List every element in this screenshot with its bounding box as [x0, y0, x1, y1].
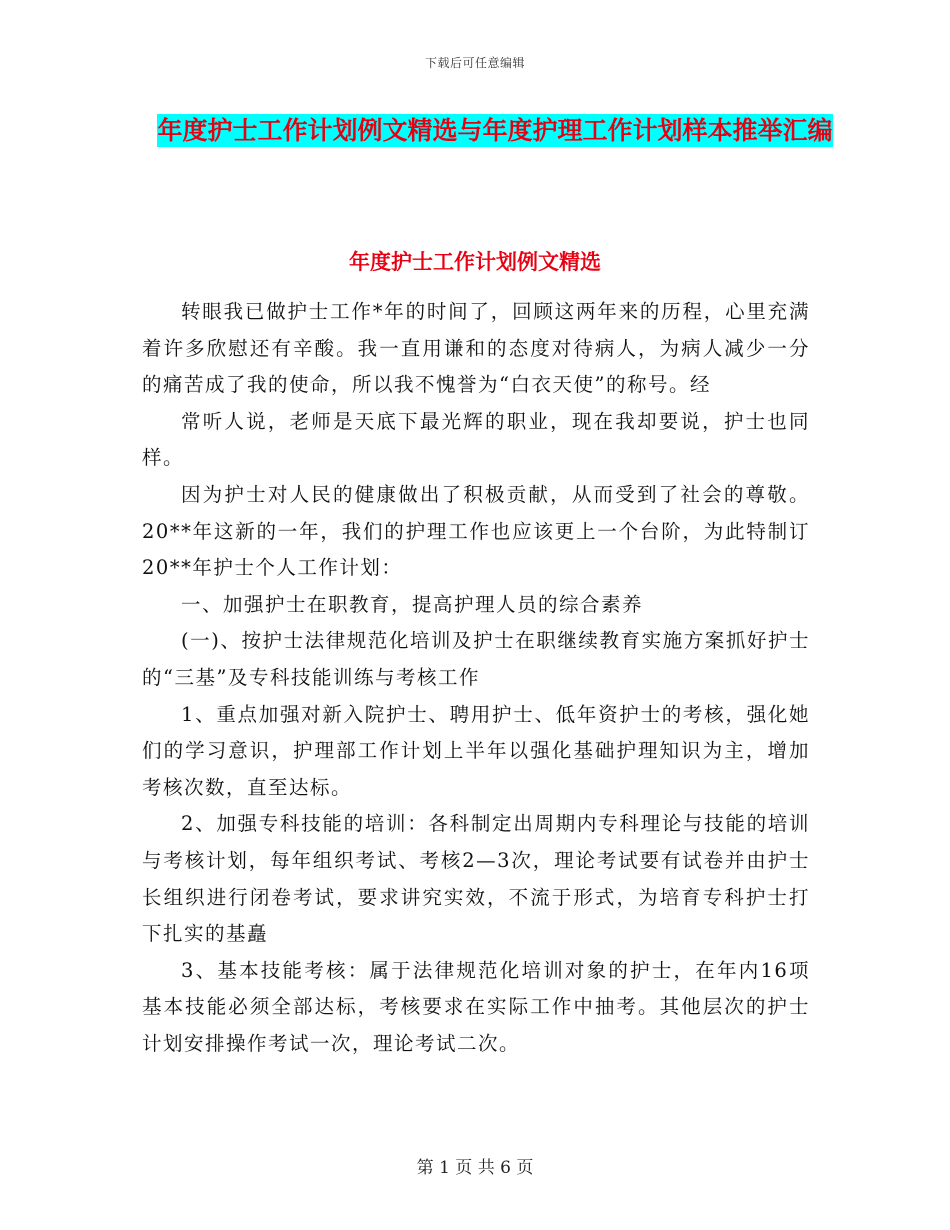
paragraph: 转眼我已做护士工作*年的时间了，回顾这两年来的历程，心里充满着许多欣慰还有辛酸。我一直用谦和的态度对待病人，为病人减少一分的痛苦成了我的使命，所以我不愧誉为“白衣天使”的称号。经	[142, 300, 810, 397]
paragraph: 1、重点加强对新入院护士、聘用护士、低年资护士的考核，强化她们的学习意识，护理部工作计划上半年以强化基础护理知识为主，增加考核次数，直至达标。	[142, 702, 810, 799]
paragraph: 2、加强专科技能的培训：各科制定出周期内专科理论与技能的培训与考核计划，每年组织考试、考核2—3次，理论考试要有试卷并由护士长组织进行闭卷考试，要求讲究实效，不流于形式，为培育专科护士打下扎实的基矗	[142, 812, 810, 946]
paragraph: 一、加强护士在职教育，提高护理人员的综合素养	[181, 592, 644, 616]
paragraph: 因为护士对人民的健康做出了积极贡献，从而受到了社会的尊敬。20**年这新的一年，我们的护理工作也应该更上一个台阶，为此特制订20**年护士个人工作计划：	[142, 482, 810, 580]
paragraph: 3、基本技能考核：属于法律规范化培训对象的护士，在年内16项基本技能必须全部达标，考核要求在实际工作中抽考。其他层次的护士计划安排操作考试一次，理论考试二次。	[142, 958, 810, 1055]
section-title: 年度护士工作计划例文精选	[349, 250, 601, 274]
document-body	[142, 294, 810, 1062]
header-note: 下载后可任意编辑	[424, 56, 525, 70]
document-title	[150, 108, 840, 154]
paragraph: 常听人说，老师是天底下最光辉的职业，现在我却要说，护士也同样。	[142, 409, 810, 470]
document-title-text: 年度护士工作计划例文精选与年度护理工作计划样本推举汇编	[157, 116, 833, 145]
page-number: 第 1 页 共 6 页	[416, 1158, 534, 1178]
paragraph: (一)、按护士法律规范化培训及护士在职继续教育实施方案抓好护士的“三基”及专科技能训练与考核工作	[142, 629, 810, 689]
